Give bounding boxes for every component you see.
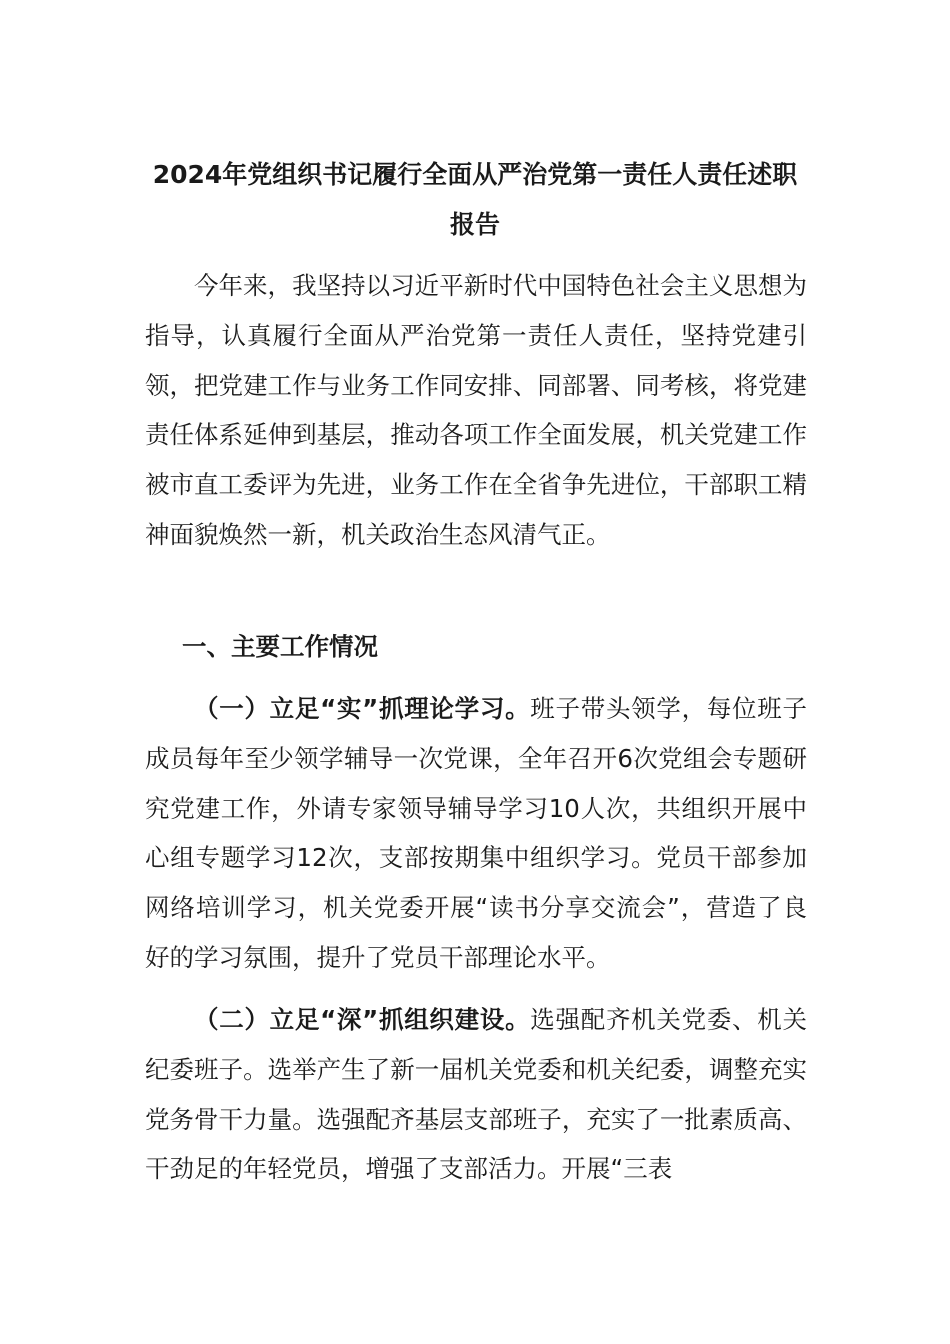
- subsection-theory-study-lead: （一）立足“实”抓理论学习。: [194, 694, 531, 723]
- subsection-organization-building-lead: （二）立足“深”抓组织建设。: [194, 1005, 531, 1034]
- subsection-organization-building-body: 选强配齐机关党委、机关纪委班子。选举产生了新一届机关党委和机关纪委，调整充实党务骨干力量。选强配齐基层支部班子，充实了一批素质高、干劲足的年轻党员，增强了支部活力。开展“三表: [145, 1005, 808, 1184]
- subsection-theory-study-body: 班子带头领学，每位班子成员每年至少领学辅导一次党课，全年召开6次党组会专题研究党建工作，外请专家领导辅导学习10人次，共组织开展中心组专题学习12次，支部按期集中组织学习。党员干部参加网络培训学习，机关党委开展“读书分享交流会”，营造了良好的学习氛围，提升了党员干部理论水平。: [145, 694, 808, 972]
- intro-paragraph: 今年来，我坚持以习近平新时代中国特色社会主义思想为指导，认真履行全面从严治党第一责任人责任，坚持党建引领，把党建工作与业务工作同安排、同部署、同考核，将党建责任体系延伸到基层，推动各项工作全面发展，机关党建工作被市直工委评为先进，业务工作在全省争先进位，干部职工精神面貌焕然一新，机关政治生态风清气正。: [145, 271, 807, 549]
- subsection-theory-study: [145, 684, 807, 983]
- section-heading-main-work: 一、主要工作情况: [182, 632, 378, 661]
- subsection-organization-building: [145, 995, 807, 1194]
- document-title: 2024年党组织书记履行全面从严治党第一责任人责任述职报告: [152, 160, 798, 239]
